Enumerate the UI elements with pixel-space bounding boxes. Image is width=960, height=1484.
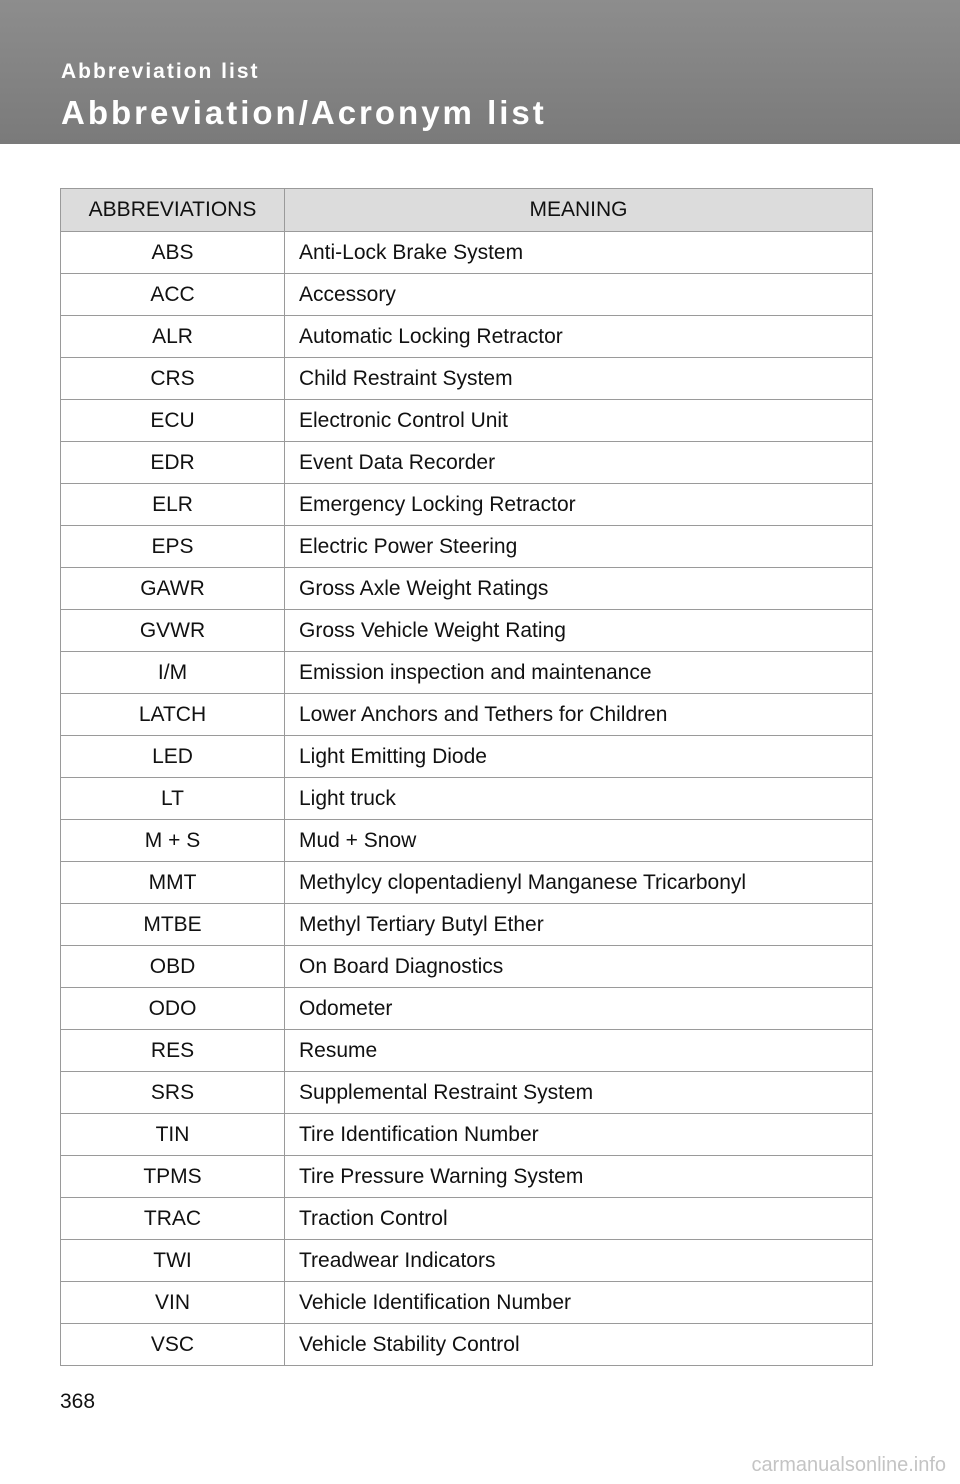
table-row [61,526,873,568]
meaning-cell: Odometer [285,988,873,1030]
abbreviation-cell: ALR [61,316,285,358]
meaning-cell: Vehicle Identification Number [285,1282,873,1324]
table-row [61,1072,873,1114]
abbreviation-cell: RES [61,1030,285,1072]
abbreviation-cell: TRAC [61,1198,285,1240]
meaning-cell: Treadwear Indicators [285,1240,873,1282]
table-row [61,1030,873,1072]
table-header-row [61,189,873,232]
table-row [61,1156,873,1198]
table-row [61,484,873,526]
meaning-cell: Electric Power Steering [285,526,873,568]
abbreviation-cell: VSC [61,1324,285,1366]
table-row [61,1324,873,1366]
abbreviation-cell: ODO [61,988,285,1030]
page-title: Abbreviation/Acronym list [61,94,547,131]
meaning-cell: Gross Vehicle Weight Rating [285,610,873,652]
abbreviation-cell: TIN [61,1114,285,1156]
table-row [61,904,873,946]
abbreviation-cell: TWI [61,1240,285,1282]
meaning-cell: Child Restraint System [285,358,873,400]
table-row [61,442,873,484]
page-number: 368 [60,1390,96,1413]
meaning-cell: Methylcy clopentadienyl Manganese Tricarbonyl [285,862,873,904]
page-header [0,0,960,144]
table-row [61,1282,873,1324]
abbreviation-cell: ACC [61,274,285,316]
meaning-cell: Tire Pressure Warning System [285,1156,873,1198]
abbreviation-cell: ECU [61,400,285,442]
column-header-abbreviations: ABBREVIATIONS [61,189,285,232]
table-row [61,652,873,694]
table-row [61,820,873,862]
table-row [61,946,873,988]
abbreviation-cell: LED [61,736,285,778]
table-row [61,694,873,736]
abbreviation-cell: EDR [61,442,285,484]
table-body [61,232,873,1366]
abbreviation-table [60,188,873,1366]
meaning-cell: Methyl Tertiary Butyl Ether [285,904,873,946]
meaning-cell: Gross Axle Weight Ratings [285,568,873,610]
abbreviation-cell: EPS [61,526,285,568]
watermark: carmanualsonline.info [751,1454,946,1476]
abbreviation-cell: GAWR [61,568,285,610]
meaning-cell: Electronic Control Unit [285,400,873,442]
column-header-meaning: MEANING [285,189,873,232]
table-row [61,568,873,610]
table-row [61,862,873,904]
table-row [61,778,873,820]
meaning-cell: Emergency Locking Retractor [285,484,873,526]
abbreviation-cell: ABS [61,232,285,274]
meaning-cell: Supplemental Restraint System [285,1072,873,1114]
meaning-cell: Emission inspection and maintenance [285,652,873,694]
abbreviation-cell: VIN [61,1282,285,1324]
table-row [61,1198,873,1240]
abbreviation-cell: ELR [61,484,285,526]
meaning-cell: Automatic Locking Retractor [285,316,873,358]
section-title: Abbreviation list [61,60,260,83]
meaning-cell: Mud + Snow [285,820,873,862]
abbreviation-cell: LT [61,778,285,820]
abbreviation-cell: M + S [61,820,285,862]
abbreviation-cell: TPMS [61,1156,285,1198]
abbreviation-cell: SRS [61,1072,285,1114]
abbreviation-cell: MTBE [61,904,285,946]
table-row [61,1240,873,1282]
meaning-cell: Event Data Recorder [285,442,873,484]
table-row [61,610,873,652]
table-row [61,736,873,778]
meaning-cell: Resume [285,1030,873,1072]
abbreviation-cell: GVWR [61,610,285,652]
meaning-cell: Light truck [285,778,873,820]
meaning-cell: On Board Diagnostics [285,946,873,988]
table-row [61,988,873,1030]
abbreviation-cell: I/M [61,652,285,694]
abbreviation-cell: LATCH [61,694,285,736]
meaning-cell: Light Emitting Diode [285,736,873,778]
meaning-cell: Accessory [285,274,873,316]
meaning-cell: Lower Anchors and Tethers for Children [285,694,873,736]
abbreviation-cell: OBD [61,946,285,988]
table-row [61,274,873,316]
meaning-cell: Tire Identification Number [285,1114,873,1156]
abbreviation-cell: MMT [61,862,285,904]
table-row [61,316,873,358]
table-row [61,358,873,400]
abbreviation-cell: CRS [61,358,285,400]
table-row [61,1114,873,1156]
meaning-cell: Traction Control [285,1198,873,1240]
meaning-cell: Vehicle Stability Control [285,1324,873,1366]
meaning-cell: Anti-Lock Brake System [285,232,873,274]
table-row [61,400,873,442]
table-row [61,232,873,274]
